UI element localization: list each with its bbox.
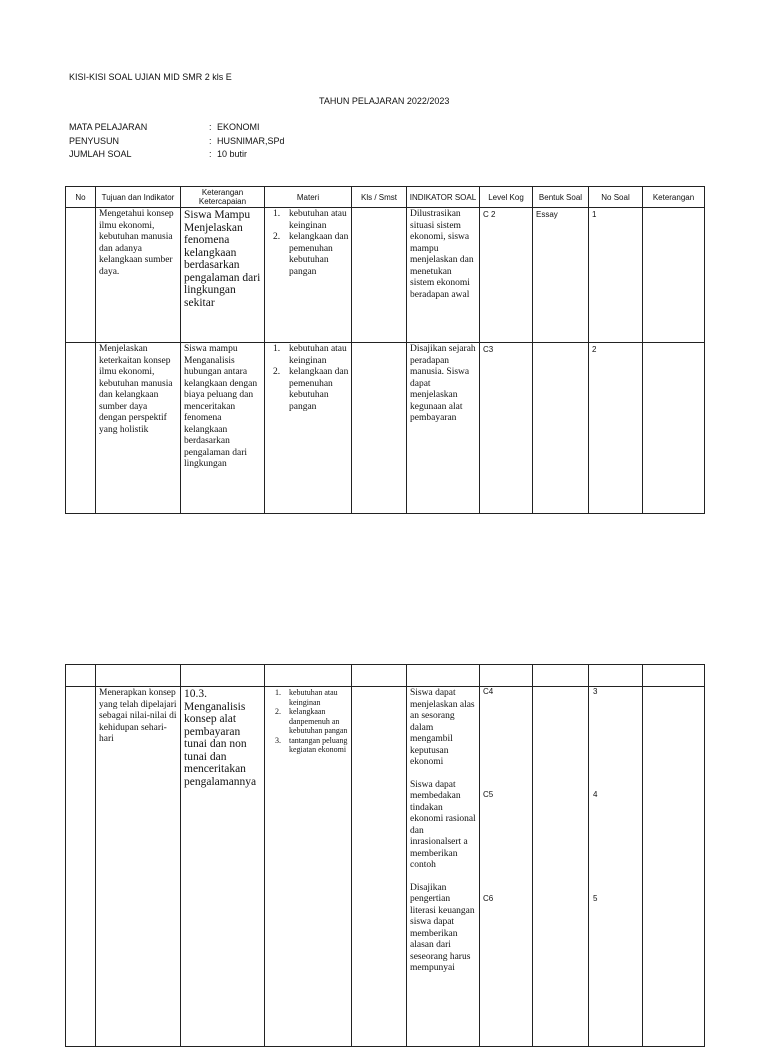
keterangan-cell: 10.3. Menganalisis konsep alat pembayaran tunai dan non tunai dan menceritakan pengalamannya bbox=[181, 687, 265, 1047]
table-row bbox=[66, 343, 705, 514]
header-keterangan: Keterangan bbox=[643, 187, 705, 208]
keterangan-cell: Siswa mampu Menganalisis hubungan antara kelangkaan dengan biaya peluang dan menceritakan fenomena kelangkaan berdasarkan pengalaman dari lingkungan bbox=[181, 343, 265, 514]
no-soal-cell: 2 bbox=[589, 343, 643, 514]
table-row bbox=[66, 687, 705, 1047]
header-kls-smst: Kls / Smst bbox=[352, 187, 407, 208]
materi-cell bbox=[265, 343, 352, 514]
indikator-cell: Disajikan sejarah peradapan manusia. Siswa dapat menjelaskan kegunaan alat pembayaran bbox=[407, 343, 480, 514]
materi-item: 2. kelangkaan danpemenuh an kebutuhan pangan bbox=[275, 707, 348, 735]
materi-cell bbox=[265, 687, 352, 1047]
bentuk-cell: Essay bbox=[533, 208, 589, 343]
info-row-count: JUMLAH SOAL : 10 butir bbox=[69, 149, 248, 159]
materi-item: 1. kebutuhan atau keinginan bbox=[275, 688, 338, 707]
header-no: No bbox=[66, 187, 96, 208]
no-soal-cell: 3 4 5 bbox=[589, 687, 643, 1047]
info-row-author: PENYUSUN : HUSNIMAR,SPd bbox=[69, 135, 285, 146]
header-bentuk-soal: Bentuk Soal bbox=[533, 187, 589, 208]
materi-item: 1. kebutuhan atau keinginan bbox=[273, 344, 347, 366]
tujuan-cell: Menerapkan konsep yang telah dipelajari sebagai nilai-nilai di kehidupan sehari-hari bbox=[96, 687, 181, 1047]
table-row bbox=[66, 208, 705, 343]
header-indikator-soal: INDIKATOR SOAL bbox=[407, 187, 480, 208]
materi-item: 2. kelangkaan dan pemenuhan kebutuhan pangan bbox=[273, 367, 349, 412]
header-level-kog: Level Kog bbox=[480, 187, 533, 208]
document-title: KISI-KISI SOAL UJIAN MID SMR 2 kls E bbox=[69, 72, 232, 82]
level-cell: C4 C5 C6 bbox=[480, 687, 533, 1047]
no-soal-cell: 1 bbox=[589, 208, 643, 343]
header-no-soal: No Soal bbox=[589, 187, 643, 208]
academic-year: TAHUN PELAJARAN 2022/2023 bbox=[319, 96, 450, 106]
info-row-subject: MATA PELAJARAN : EKONOMI bbox=[69, 122, 260, 132]
level-cell: C3 bbox=[480, 343, 533, 514]
level-cell: C 2 bbox=[480, 208, 533, 343]
header-keterangan-ketercapaian: Keterangan Ketercapaian bbox=[181, 187, 265, 208]
info-block bbox=[69, 121, 369, 162]
indikator-item: Siswa dapat membedakan tindakan ekonomi rasional dan inrasionalsert a memberikan contoh bbox=[410, 779, 476, 870]
indikator-item: Siswa dapat menjelaskan alas an sesorang dalam mengambil keputusan ekonomi bbox=[410, 688, 475, 767]
materi-item: 1. kebutuhan atau keinginan bbox=[273, 209, 347, 231]
kisi-kisi-table-continued bbox=[65, 664, 705, 1047]
materi-cell bbox=[265, 208, 352, 343]
keterangan-cell: Siswa Mampu Menjelaskan fenomena kelangkaan berdasarkan pengalaman dari lingkungan sekitar bbox=[181, 208, 265, 343]
kisi-kisi-table bbox=[65, 186, 705, 514]
tujuan-cell: Mengetahui konsep ilmu ekonomi, kebutuhan manusia dan adanya kelangkaan sumber daya. bbox=[96, 208, 181, 343]
materi-item: 2. kelangkaan dan pemenuhan kebutuhan pangan bbox=[273, 232, 349, 277]
table-header-row bbox=[66, 187, 705, 208]
header-materi: Materi bbox=[265, 187, 352, 208]
indikator-cell bbox=[407, 687, 480, 1047]
indikator-item: Disajikan pengertian literasi keuangan siswa dapat memberikan alasan dari seseorang harus mempunyai bbox=[410, 882, 475, 973]
table-header-row-empty bbox=[66, 665, 705, 687]
tujuan-cell: Menjelaskan keterkaitan konsep ilmu ekonomi, kebutuhan manusia dan kelangkaan sumber daya dengan perspektif yang holistik bbox=[96, 343, 181, 514]
bentuk-cell bbox=[533, 343, 589, 514]
materi-item: 3. tantangan peluang kegiatan ekonomi bbox=[275, 735, 348, 754]
header-tujuan: Tujuan dan Indikator bbox=[96, 187, 181, 208]
indikator-cell: Dilustrasikan situasi sistem ekonomi, siswa mampu menjelaskan dan menetukan sistem ekonomi beradapan awal bbox=[407, 208, 480, 343]
